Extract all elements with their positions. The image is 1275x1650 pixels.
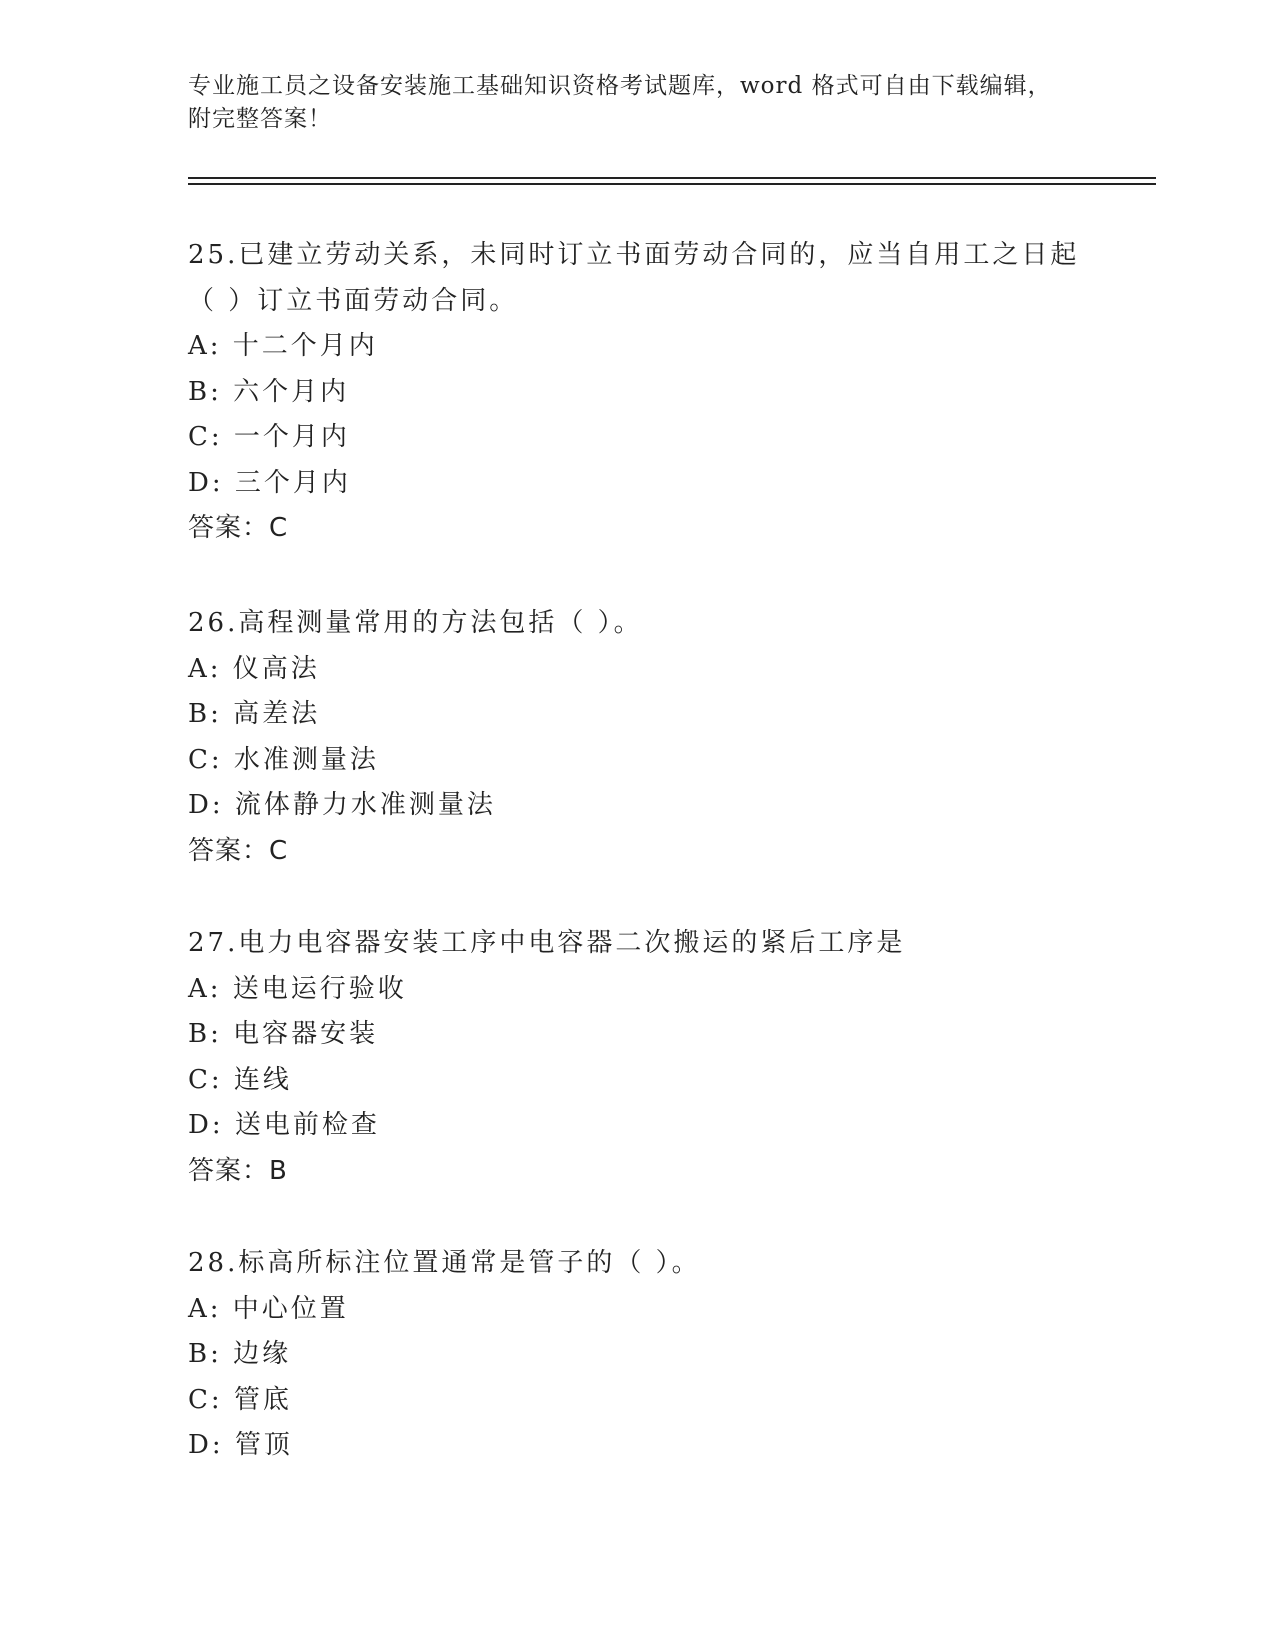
option-d: D: 流体静力水准测量法 (188, 790, 496, 820)
option-c: C: 连线 (188, 1064, 292, 1095)
answer: 答案：C (188, 835, 289, 866)
option-c: C: 一个月内 (188, 422, 350, 452)
question-27 (188, 921, 1088, 1194)
option-b: B: 高差法 (188, 699, 321, 729)
header-divider-top (188, 177, 1156, 179)
header-line-2: 附完整答案！ (188, 106, 332, 132)
option-c: C: 水准测量法 (188, 744, 379, 775)
question-stem: 27.电力电容器安装工序中电容器二次搬运的紧后工序是 (188, 928, 906, 958)
question-stem: 28.标高所标注位置通常是管子的（ ）。 (188, 1248, 701, 1278)
question-25 (188, 233, 1088, 552)
option-a: A: 中心位置 (188, 1293, 349, 1324)
header-divider-bottom (188, 183, 1156, 185)
option-b: B: 六个月内 (188, 376, 350, 407)
option-b: B: 边缘 (188, 1339, 292, 1369)
option-d: D: 三个月内 (188, 467, 351, 498)
option-a: A: 仪高法 (188, 653, 320, 684)
option-b: B: 电容器安装 (188, 1019, 379, 1049)
option-a: A: 十二个月内 (188, 331, 378, 361)
option-a: A: 送电运行验收 (188, 973, 407, 1004)
question-26 (188, 601, 1088, 874)
option-c: C: 管底 (188, 1384, 292, 1415)
header-line-1: 专业施工员之设备安装施工基础知识资格考试题库，word 格式可自由下载编辑， (188, 73, 1052, 99)
option-d: D: 管顶 (188, 1430, 293, 1460)
question-28 (188, 1241, 1088, 1469)
question-stem: （ ）订立书面劳动合同。 (188, 285, 519, 316)
question-stem: 25.已建立劳动关系，未同时订立书面劳动合同的，应当自用工之日起 (188, 240, 1080, 270)
answer: 答案：C (188, 513, 289, 543)
option-d: D: 送电前检查 (188, 1110, 380, 1140)
answer: 答案：B (188, 1155, 288, 1186)
question-stem: 26.高程测量常用的方法包括（ ）。 (188, 608, 643, 638)
document-header (188, 70, 1068, 136)
